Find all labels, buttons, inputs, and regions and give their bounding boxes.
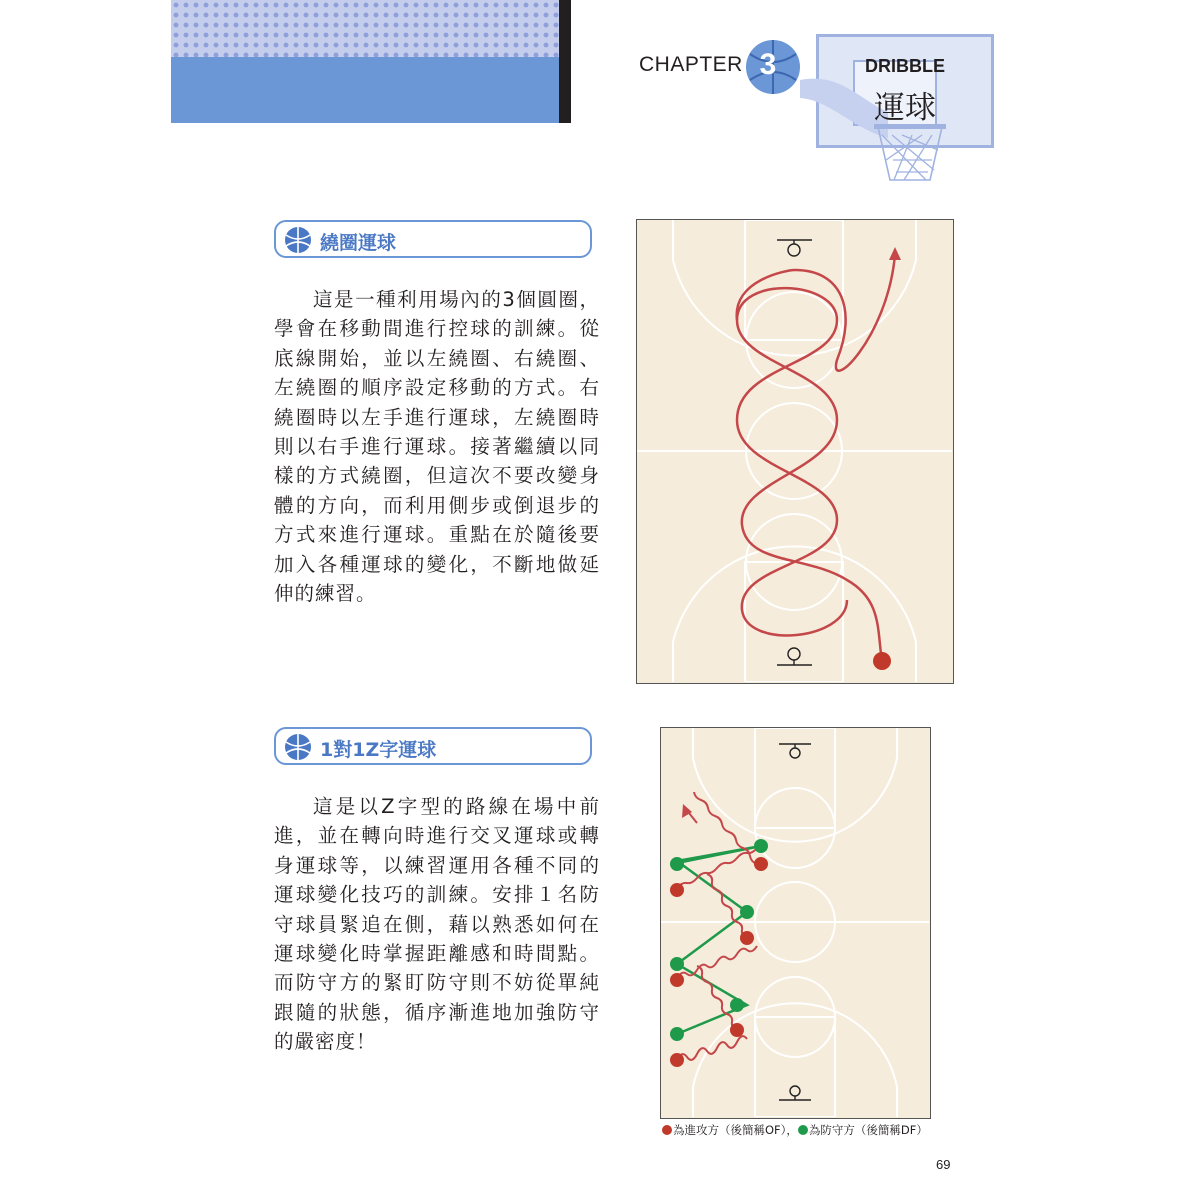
- offense-path: [677, 792, 757, 1060]
- basketball-icon: [283, 732, 313, 762]
- header-blue-band: [171, 57, 559, 123]
- section-body-1: 這是一種利用場內的3個圓圈，學會在移動間進行控球的訓練。從底線開始，並以左繞圈、右繞圈、左繞圈的順序設定移動的方式。右繞圈時以左手進行運球，左繞圈時則以右手進行運球。接著繼續以同樣的方式繞圈，但這次不要改變身體的方向，而利用側步或倒退步的方式來進行運球。重點在於隨後要加入各種運球的變化，不斷地做延伸的練習。: [274, 288, 600, 606]
- arrow-head: [889, 247, 901, 260]
- court-diagram-zigzag-dribble: [660, 727, 931, 1119]
- hoop-icon: [777, 240, 812, 665]
- offense-player-marker: [873, 652, 891, 670]
- offense-dot-icon: [662, 1125, 672, 1135]
- basketball-icon: [283, 225, 313, 255]
- section-title-2: 1對1Z字運球: [320, 739, 437, 761]
- diagram-legend: [662, 1122, 928, 1138]
- chapter-label: CHAPTER: [639, 53, 743, 76]
- chapter-number: 3: [759, 48, 777, 81]
- page-number: 69: [936, 1157, 951, 1172]
- section-label-zh: 運球: [874, 90, 936, 126]
- header-pattern-band: [171, 0, 559, 57]
- legend-defense-text: 為防守方（後簡稱DF）: [808, 1123, 928, 1137]
- defense-dot-icon: [798, 1125, 808, 1135]
- section-label-en: DRIBBLE: [865, 56, 945, 76]
- circle-dribble-path: [737, 288, 882, 661]
- section-title-1: 繞圈運球: [320, 232, 397, 254]
- header-black-bar: [559, 0, 571, 123]
- section-body-2: 這是以Z字型的路線在場中前進，並在轉向時進行交叉運球或轉身運球等，以練習運用各種不同的運球變化技巧的訓練。安排１名防守球員緊追在側，藉以熟悉如何在運球變化時掌握距離感和時間點。而防守方的緊盯防守則不妨從單純跟隨的狀態，循序漸進地加強防守的嚴密度！: [274, 795, 600, 1054]
- court-diagram-circle-dribble: [636, 219, 954, 684]
- legend-offense-text: 為進攻方（後簡稱OF），: [673, 1123, 798, 1137]
